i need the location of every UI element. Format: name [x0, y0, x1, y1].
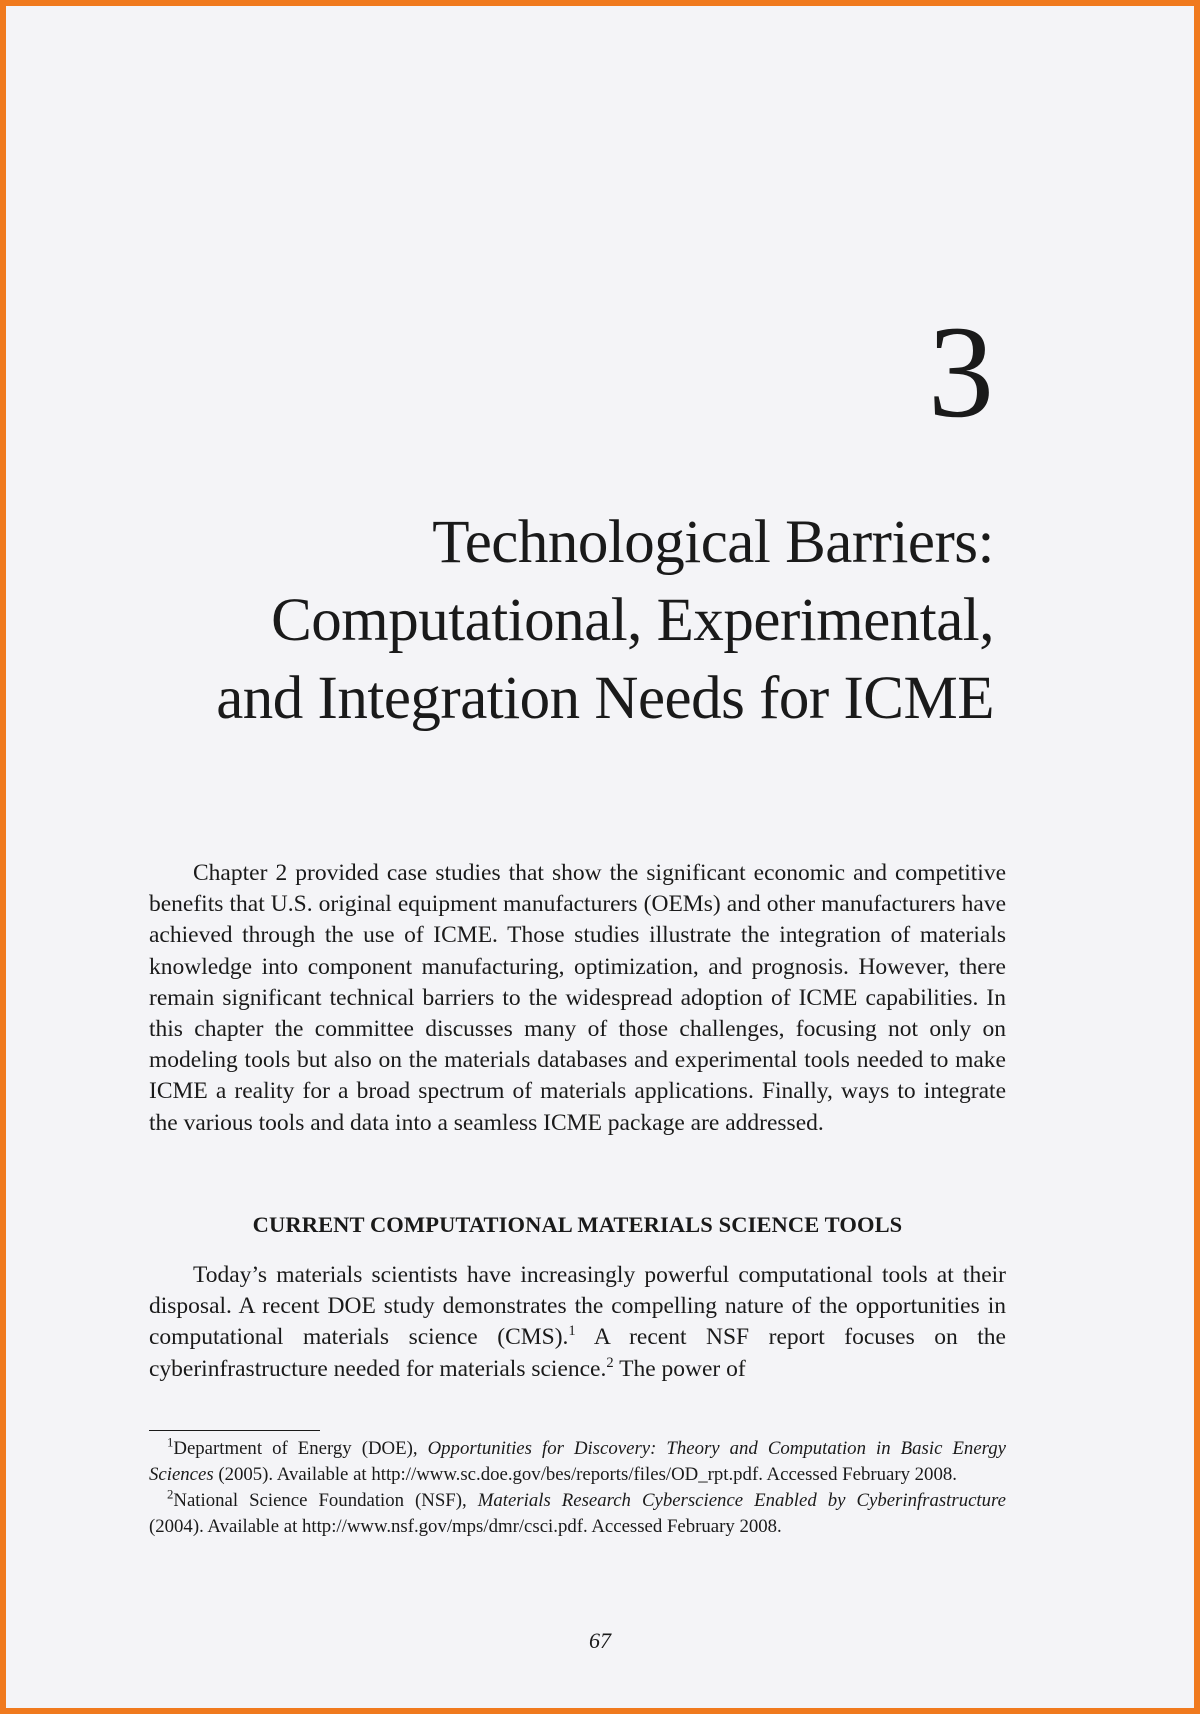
chapter-title-line: Technological Barriers: [432, 509, 994, 576]
footnote-1 [149, 1436, 1006, 1488]
footnote-reference-1[interactable]: 1 [568, 1323, 576, 1340]
paragraph-text: A recent NSF report focuses on the cyberinfrastructure needed for materials science. [149, 1324, 1006, 1382]
footnote-text: Department of Energy (DOE), [173, 1438, 428, 1459]
footnote-text: (2005). Available at http://www.sc.doe.gov/bes/reports/files/OD_rpt.pdf. Accessed February 2008. [213, 1464, 957, 1485]
footnotes [149, 1436, 1006, 1540]
footnote-mark: 2 [167, 1487, 174, 1502]
chapter-title-line: and Integration Needs for ICME [216, 665, 994, 732]
footnote-text: (2004). Available at http://www.nsf.gov/mps/dmr/csci.pdf. Accessed February 2008. [149, 1516, 782, 1537]
footnote-mark: 1 [167, 1435, 174, 1450]
section-body [149, 1260, 1006, 1385]
chapter-number: 3 [928, 298, 994, 445]
section-paragraph [149, 1260, 1006, 1385]
footnote-reference-2[interactable]: 2 [606, 1354, 614, 1371]
section-heading: CURRENT COMPUTATIONAL MATERIALS SCIENCE TOOLS [252, 1212, 903, 1237]
footnote-text: National Science Foundation (NSF), [173, 1490, 478, 1511]
chapter-title-line: Computational, Experimental, [271, 587, 994, 654]
footnote-divider [149, 1430, 320, 1431]
chapter-title [126, 504, 994, 738]
page-number: 67 [589, 1628, 611, 1653]
footnote-2 [149, 1488, 1006, 1540]
intro-section [149, 858, 1006, 1139]
footnote-title: Opportunities for Discovery: Theory and Computation in Basic Energy Sciences [149, 1438, 1006, 1485]
footnote-title: Materials Research Cyberscience Enabled by Cyberinfrastructure [477, 1490, 1006, 1511]
intro-paragraph: Chapter 2 provided case studies that show the significant economic and competitive benefits that U.S. original equipment manufacturers (OEMs) and other manufacturers have achieved through the use of ICME. Those studies illustrate the integration of materials knowledge into component manufacturing, optimization, and prognosis. However, there remain significant technical barriers to the widespread adoption of ICME capabilities. In this chapter the committee discusses many of those challenges, focusing not only on modeling tools but also on the materials databases and experimental tools needed to make ICME a reality for a broad spectrum of materials applications. Finally, ways to integrate the various tools and data into a seamless ICME package are addressed. [149, 860, 1006, 1136]
paragraph-text: Today’s materials scientists have increasingly powerful computational tools at their disposal. A recent DOE study demonstrates the compelling nature of the opportunities in computational materials science (CMS). [149, 1262, 1006, 1351]
paragraph-text: The power of [613, 1355, 746, 1382]
